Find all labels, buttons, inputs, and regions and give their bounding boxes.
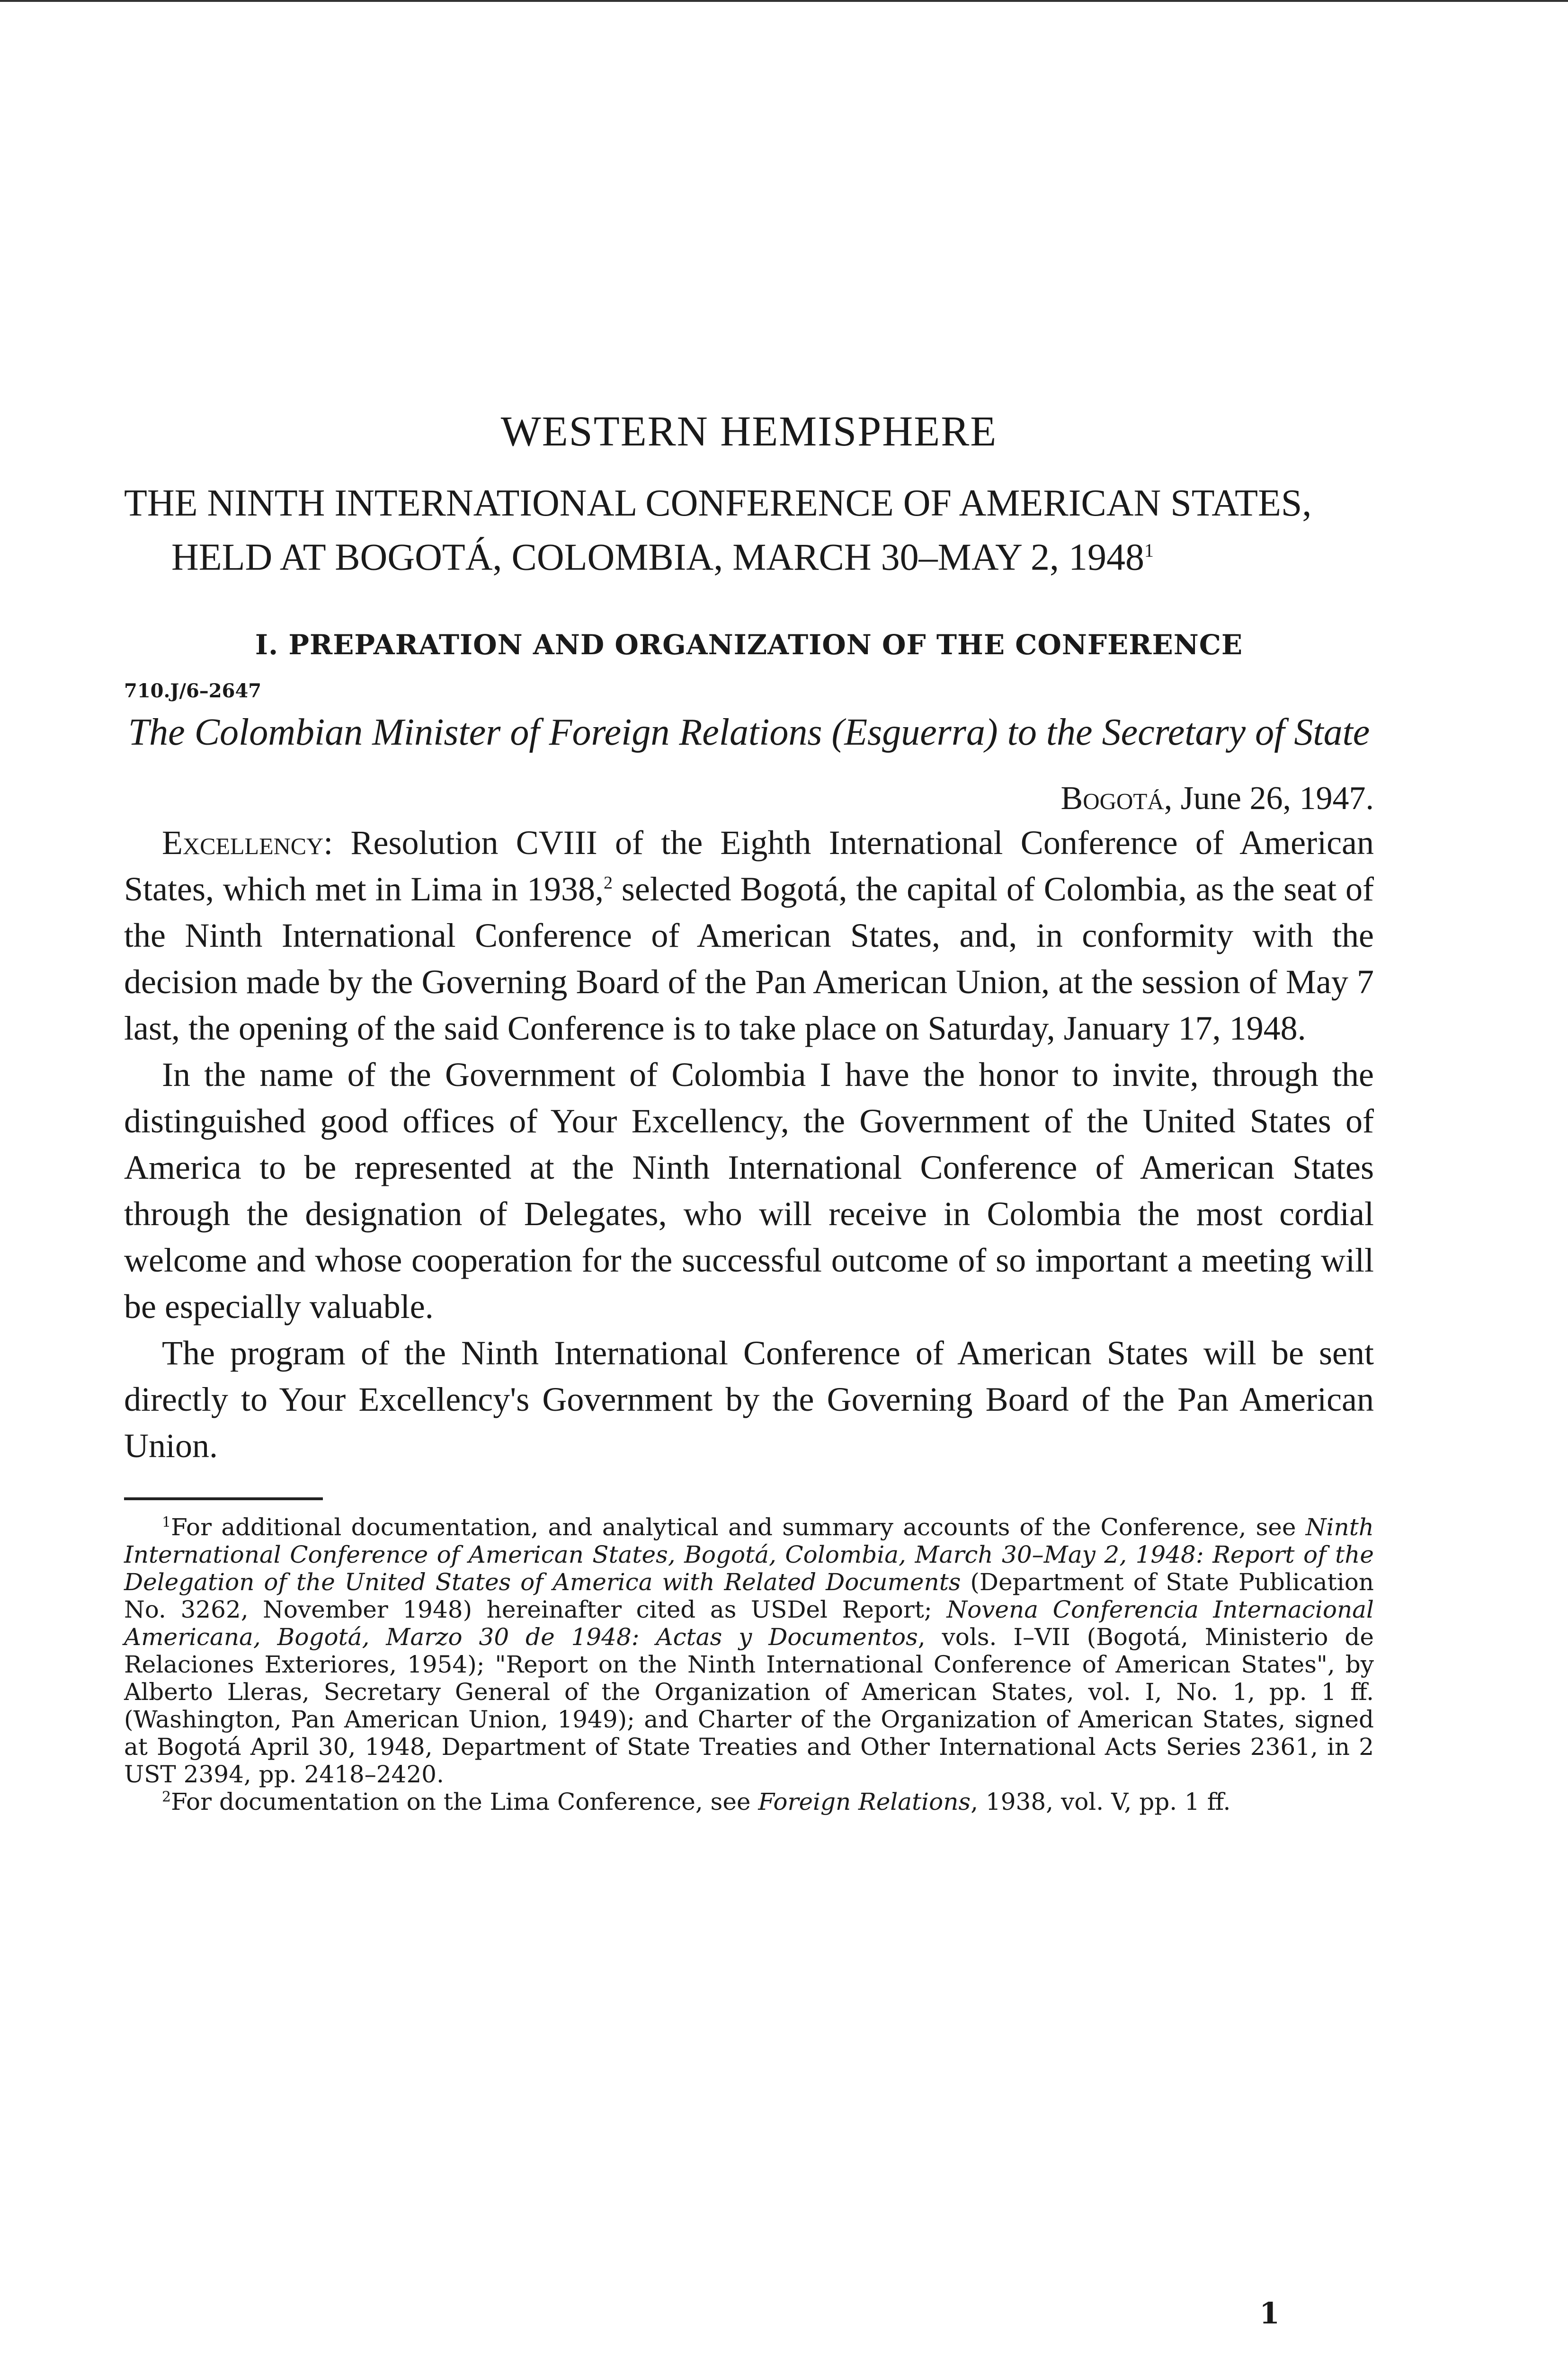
- dateline-place: Bogotá: [1060, 780, 1164, 817]
- footnote-1-italic-2: Novena Conferencia Internacional Americana, Bogotá, Marzo 30 de 1948: Actas y Documentos: [124, 1595, 1374, 1651]
- footnote-1: [124, 1513, 1374, 1788]
- footnote-ref-2[interactable]: 2: [603, 872, 613, 893]
- footnote-1-italic-1: Ninth International Conference of American States, Bogotá, Colombia, March 30–May 2, 1948: Report of the Delegation of the United States of America with Related Documents: [124, 1513, 1374, 1596]
- footnote-2-number: 2: [162, 1789, 171, 1805]
- footnote-1-text-1: For additional documentation, and analytical and summary accounts of the Conference, see: [171, 1513, 1306, 1541]
- top-rule: [0, 0, 1568, 2]
- body-paragraph-2: In the name of the Government of Colombia I have the honor to invite, through the distinguished good offices of Your Excellency, the Government of the United States of America to be represented at the Ninth International Conference of American States through the designation of Delegates, who will receive in Colombia the most cordial welcome and whose cooperation for the successful outcome of so important a meeting will be especially valuable.: [124, 1055, 1374, 1326]
- conference-footnote-ref[interactable]: 1: [1144, 540, 1154, 561]
- body-paragraph-3: The program of the Ninth International Conference of American States will be sent directly to Your Excellency's Government by the Governing Board of the Pan American Union.: [124, 1334, 1374, 1465]
- file-number: 710.J/6–2647: [124, 679, 262, 702]
- page-number: 1: [1259, 2296, 1280, 2331]
- dateline: [124, 780, 1374, 818]
- document-page: [124, 407, 1374, 1815]
- section-subheading: I. PREPARATION AND ORGANIZATION OF THE CONFERENCE: [255, 628, 1243, 661]
- paragraph-1-text-b: selected Bogotá, the capital of Colombia, as the seat of the Ninth International Conference of American States, and, in conformity with the decision made by the Governing Board of the Pan American Union, at the session of May 7 last, the opening of the said Conference is to take place on Saturday, January 17, 1948.: [124, 870, 1374, 1047]
- section-title: WESTERN HEMISPHERE: [500, 408, 998, 455]
- footnote-1-text-3: , vols. I–VII (Bogotá, Ministerio de Relaciones Exteriores, 1954); "Report on the Ninth International Conference of American States", by Alberto Lleras, Secretary General of the Organization of American States, vol. I, No. 1, pp. 1 ff. (Washington, Pan American Union, 1949); and Charter of the Organization of American States, signed at Bogotá April 30, 1948, Department of State Treaties and Other International Acts Series 2361, in 2 UST 2394, pp. 2418–2420.: [124, 1623, 1374, 1788]
- footnote-2-text-1: For documentation on the Lima Conference, see: [171, 1788, 758, 1815]
- dateline-date: , June 26, 1947.: [1164, 780, 1374, 817]
- conference-title: [124, 480, 1374, 581]
- paragraph-1-text-a: : Resolution CVIII of the Eighth International Conference of American States, which met in Lima in 1938,: [124, 823, 1374, 908]
- footnote-2-text-2: , 1938, vol. V, pp. 1 ff.: [971, 1788, 1231, 1815]
- footnote-2-italic-1: Foreign Relations: [758, 1788, 971, 1815]
- document-heading: The Colombian Minister of Foreign Relations (Esguerra) to the Secretary of State: [128, 711, 1370, 753]
- footnote-1-number: 1: [162, 1514, 171, 1531]
- body-paragraph-1: [124, 819, 1374, 1051]
- footnote-2: [124, 1788, 1374, 1815]
- salutation: Excellency: [162, 823, 324, 862]
- footnote-divider: [124, 1497, 323, 1500]
- conference-title-text: THE NINTH INTERNATIONAL CONFERENCE OF AMERICAN STATES, HELD AT BOGOTÁ, COLOMBIA, MARCH 30–MAY 2, 1948: [124, 482, 1312, 578]
- footnote-1-text-2: (Department of State Publication No. 3262, November 1948) hereinafter cited as USDel Report;: [124, 1568, 1374, 1623]
